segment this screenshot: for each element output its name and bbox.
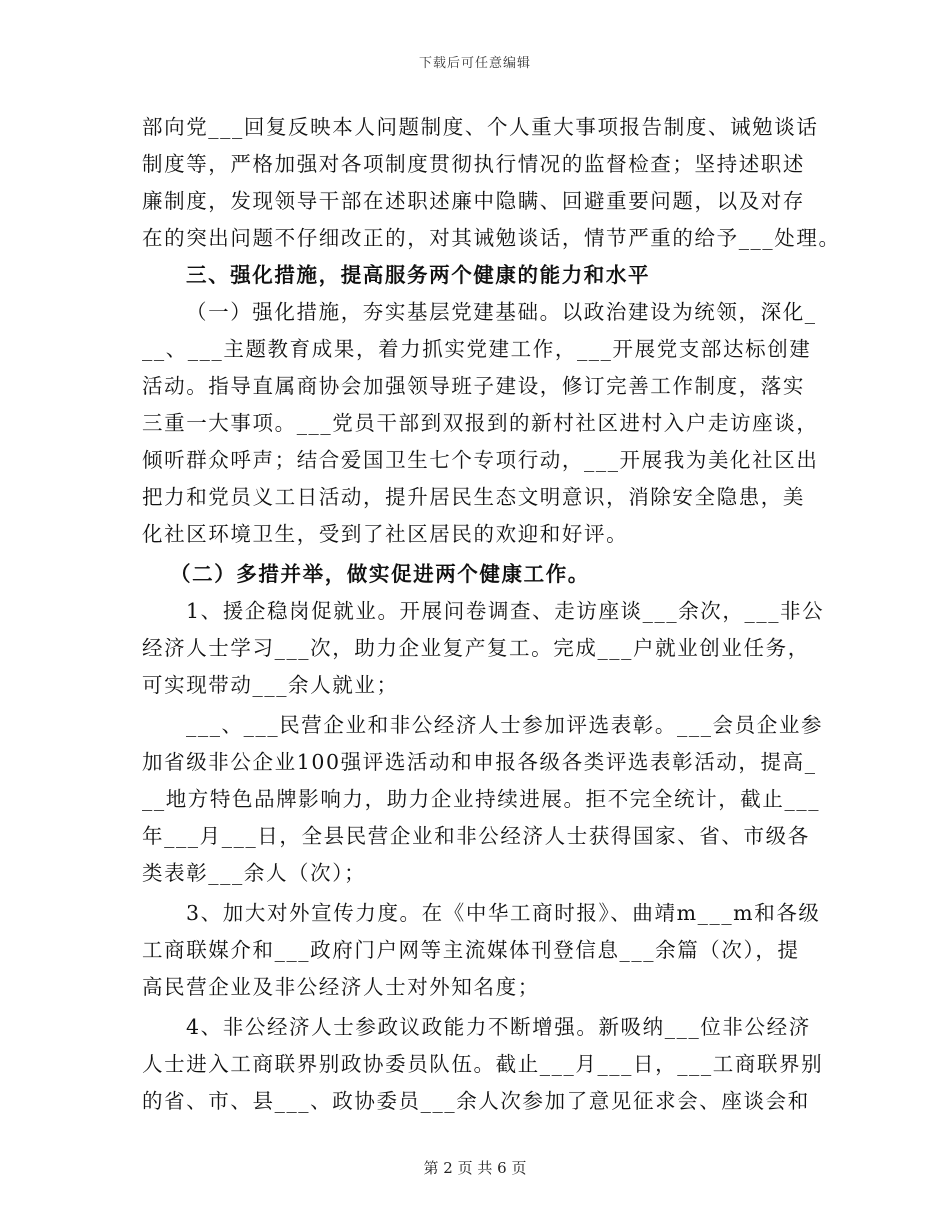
subsection-heading: （二）多措并举，做实促进两个健康工作。: [170, 562, 590, 586]
text-line: 年___月___日，全县民营企业和非公经济人士获得国家、省、市级各: [142, 824, 810, 848]
text-line: 倾听群众呼声；结合爱国卫生七个专项行动，___开展我为美化社区出: [142, 448, 819, 472]
section-heading: 三、强化措施，提高服务两个健康的能力和水平: [186, 263, 651, 287]
text-line: 三重一大事项。___党员干部到双报到的新村社区进村入户走访座谈，: [142, 411, 819, 435]
text-line: 在的突出问题不仔细改正的，对其诫勉谈话，情节严重的给予___处理。: [142, 226, 841, 250]
text-line: 经济人士学习___次，助力企业复产复工。完成___户就业创业任务，: [142, 636, 810, 660]
text-line: 把力和党员义工日活动，提升居民生态文明意识，消除安全隐患，美: [142, 485, 805, 509]
text-line: ___、___民营企业和非公经济人士参加评选表彰。___会员企业参: [186, 713, 824, 737]
page-footer: 第 2 页 共 6 页: [423, 1159, 527, 1177]
text-line: 3、加大对外宣传力度。在《中华工商时报》、曲靖m___m和各级: [186, 901, 821, 925]
text-line: 制度等，严格加强对各项制度贯彻执行情况的监督检查；坚持述职述: [142, 152, 805, 176]
text-line: 的省、市、县___、政协委员___余人次参加了意见征求会、座谈会和: [142, 1089, 810, 1113]
text-line: 可实现带动___余人就业；: [142, 673, 399, 697]
text-line: 化社区环境卫生，受到了社区居民的欢迎和好评。: [142, 522, 629, 546]
text-line: 高民营企业及非公经济人士对外知名度；: [142, 975, 540, 999]
text-line: 类表彰___余人（次）；: [142, 861, 367, 885]
text-line: （一）强化措施，夯实基层党建基础。以政治建设为统领，深化_: [186, 300, 817, 324]
text-line: 廉制度，发现领导干部在述职述廉中隐瞒、回避重要问题，以及对存: [142, 189, 805, 213]
text-line: __、___主题教育成果，着力抓实党建工作，___开展党支部达标创建: [142, 337, 812, 361]
text-line: 4、非公经济人士参政议政能力不断增强。新吸纳___位非公经济: [186, 1015, 811, 1039]
text-line: 1、援企稳岗促就业。开展问卷调查、走访座谈___余次，___非公: [186, 599, 825, 623]
text-line: 工商联媒介和___政府门户网等主流媒体刊登信息___余篇（次），提: [142, 938, 800, 962]
text-line: 部向党___回复反映本人问题制度、个人重大事项报告制度、诫勉谈话: [142, 115, 819, 139]
text-line: __地方特色品牌影响力，助力企业持续进展。拒不完全统计，截止___: [142, 787, 821, 811]
text-line: 活动。指导直属商协会加强领导班子建设，修订完善工作制度，落实: [142, 374, 805, 398]
page-header: 下载后可任意编辑: [418, 56, 531, 71]
text-line: 人士进入工商联界别政协委员队伍。截止___月___日，___工商联界别: [142, 1052, 824, 1076]
text-line: 加省级非公企业100强评选活动和申报各级各类评选表彰活动，提高_: [142, 750, 817, 774]
